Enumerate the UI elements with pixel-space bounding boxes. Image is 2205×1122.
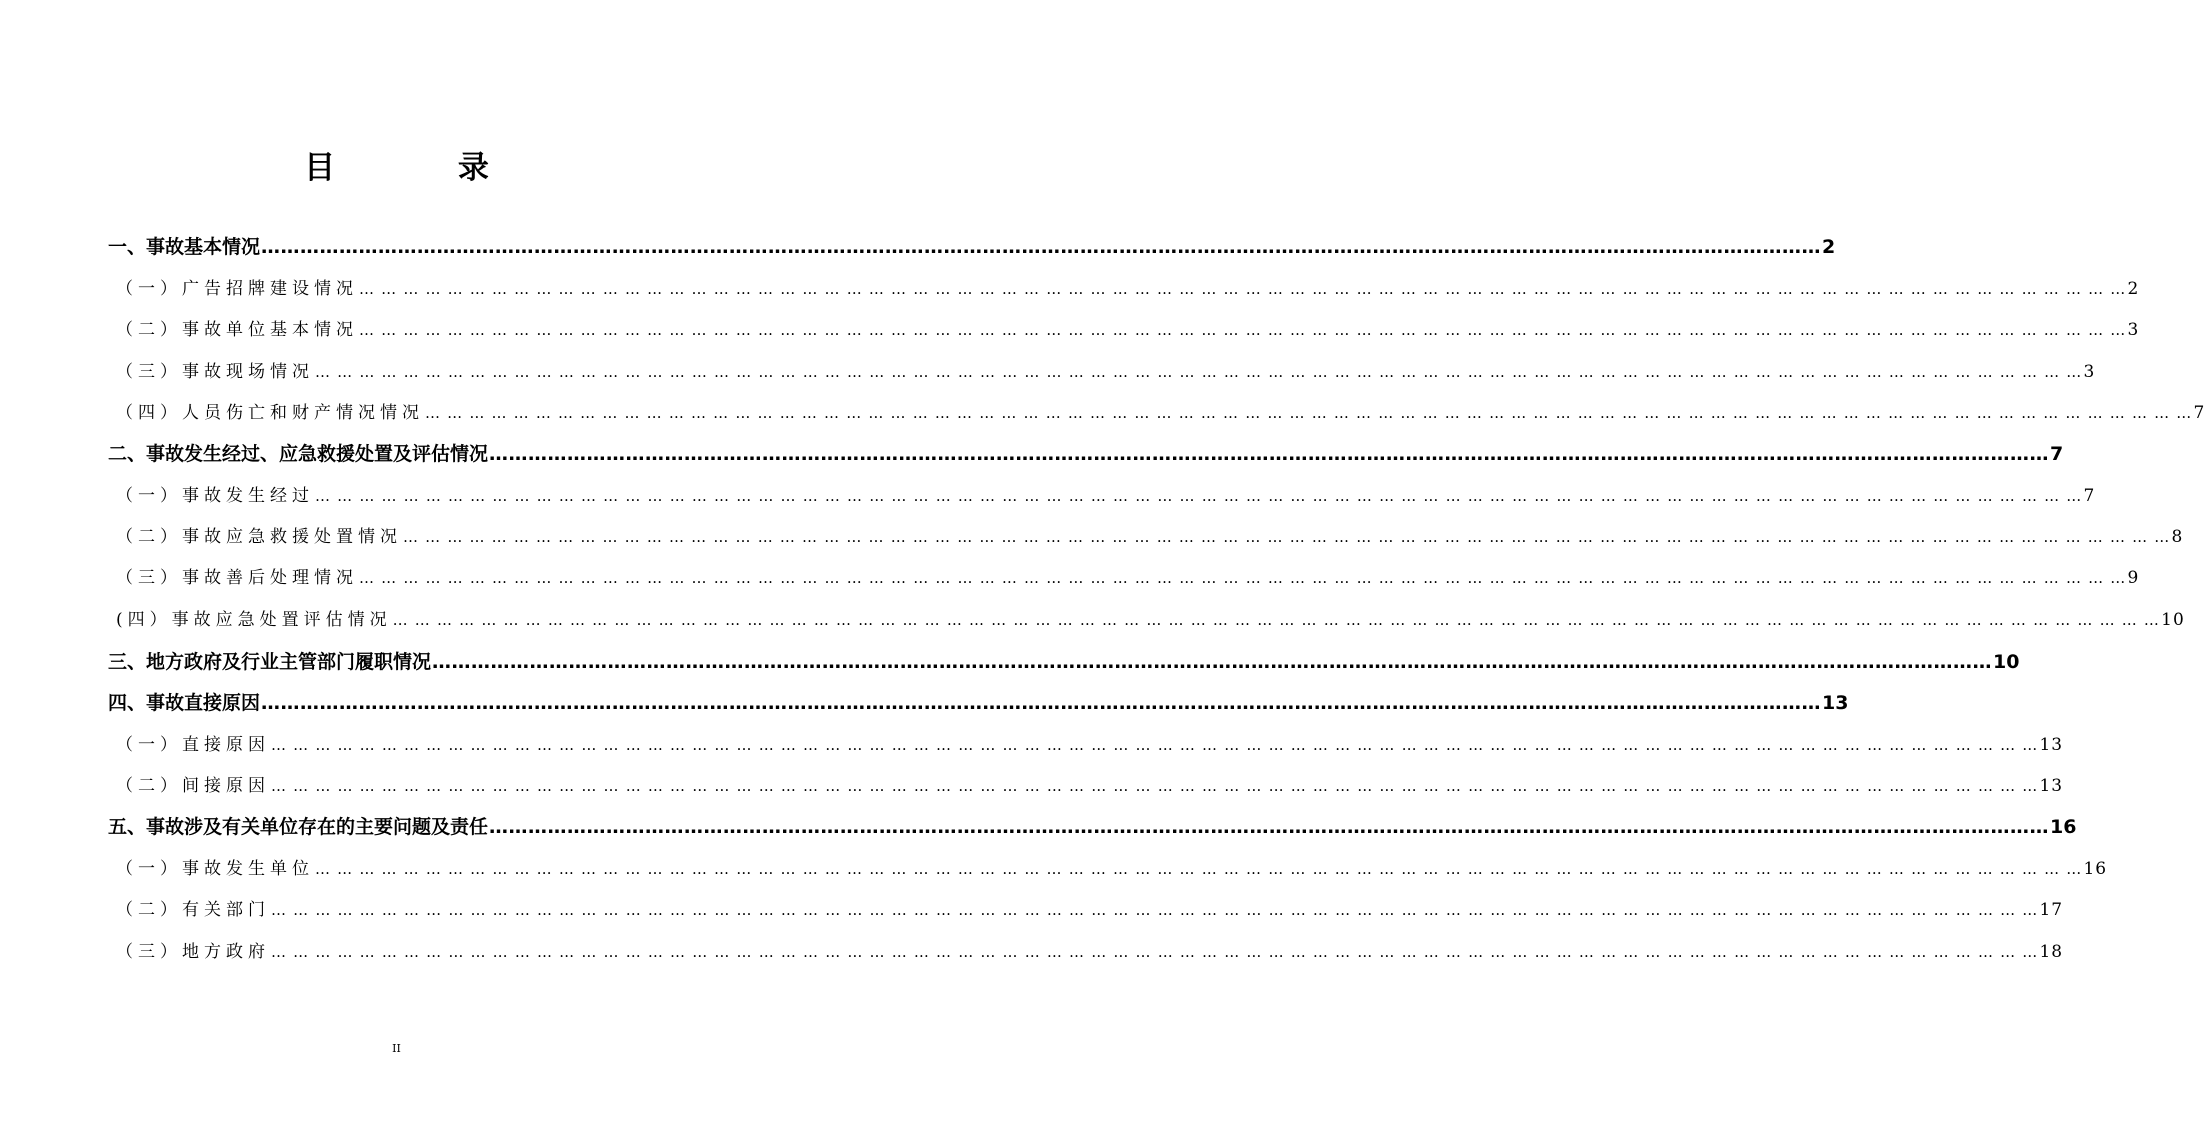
- toc-page-number: 2: [2127, 279, 2140, 299]
- toc-page-number: 9: [2127, 568, 2140, 588]
- toc-page-number: 18: [2039, 942, 2064, 962]
- toc-leader-dots: ……………………………………………………………………………………………………………………………………………………………………………………………………………………: [261, 692, 1822, 714]
- toc-entry[interactable]: [116, 730, 2064, 755]
- toc-entry-label: （三）地方政府: [116, 942, 270, 962]
- toc-page-number: 7: [2050, 443, 2064, 465]
- toc-page-number: 7: [2083, 486, 2096, 506]
- toc-entry[interactable]: [116, 563, 2140, 588]
- toc-entry-label: （二）有关部门: [116, 900, 270, 920]
- page-number: II: [392, 1042, 401, 1055]
- toc-entry[interactable]: [116, 771, 2064, 796]
- toc-entry[interactable]: [116, 274, 2140, 299]
- toc-leader-dots: … … … … … … … … … … … … … … … … … … … … … … … … … … … … … … … … … … … … … … … … … … … … … … … … … … … … … … … … … … … … … … … … … … … … … … … … … … … … … … … …: [271, 901, 2039, 919]
- toc-leader-dots: … … … … … … … … … … … … … … … … … … … … … … … … … … … … … … … … … … … … … … … … … … … … … … … … … … … … … … … … … … … … … … … … … … … … … … … … … … … … … … … …: [425, 404, 2193, 422]
- toc-entry[interactable]: [116, 854, 2108, 879]
- toc-entry[interactable]: [116, 937, 2064, 962]
- toc-entry-label: （三）事故善后处理情况: [116, 568, 358, 588]
- toc-entry-label: （一）事故发生经过: [116, 486, 314, 506]
- toc-entry-label: 四、事故直接原因: [108, 692, 261, 714]
- toc-page-number: 17: [2039, 900, 2064, 920]
- toc-leader-dots: … … … … … … … … … … … … … … … … … … … … … … … … … … … … … … … … … … … … … … … … … … … … … … … … … … … … … … … … … … … … … … … … … … … … … … … … … … … … … … … …: [315, 860, 2083, 878]
- toc-entry-label: （二）间接原因: [116, 776, 270, 796]
- toc-entry[interactable]: [116, 522, 2184, 547]
- toc-leader-dots: … … … … … … … … … … … … … … … … … … … … … … … … … … … … … … … … … … … … … … … … … … … … … … … … … … … … … … … … … … … … … … … … … … … … … … … … … … … … … … … …: [315, 363, 2083, 381]
- toc-entry-label: 一、事故基本情况: [108, 236, 261, 258]
- toc-entry[interactable]: [116, 398, 2205, 423]
- toc-page-number: 3: [2127, 320, 2140, 340]
- toc-entry-label: 二、事故发生经过、应急救援处置及评估情况: [108, 443, 489, 465]
- toc-entry[interactable]: [108, 232, 1836, 259]
- toc-leader-dots: ……………………………………………………………………………………………………………………………………………………………………………………………………………………: [489, 816, 2050, 838]
- toc-page-number: 13: [2039, 776, 2064, 796]
- toc-leader-dots: … … … … … … … … … … … … … … … … … … … … … … … … … … … … … … … … … … … … … … … … … … … … … … … … … … … … … … … … … … … … … … … … … … … … … … … … … … … … … … … …: [359, 321, 2127, 339]
- toc-entry-label: （三）事故现场情况: [116, 362, 314, 382]
- toc-leader-dots: … … … … … … … … … … … … … … … … … … … … … … … … … … … … … … … … … … … … … … … … … … … … … … … … … … … … … … … … … … … … … … … … … … … … … … … … … … … … … … … …: [271, 943, 2039, 961]
- toc-entry[interactable]: [108, 688, 1849, 715]
- toc-page-number: 16: [2050, 816, 2077, 838]
- toc-leader-dots: … … … … … … … … … … … … … … … … … … … … … … … … … … … … … … … … … … … … … … … … … … … … … … … … … … … … … … … … … … … … … … … … … … … … … … … … … … … … … … … …: [359, 280, 2127, 298]
- toc-entry-label: （一）广告招牌建设情况: [116, 279, 358, 299]
- toc-entry[interactable]: [116, 481, 2096, 506]
- toc-page-number: 13: [2039, 735, 2064, 755]
- toc-entry[interactable]: [116, 605, 2185, 630]
- toc-entry[interactable]: [108, 439, 2064, 466]
- toc-leader-dots: ……………………………………………………………………………………………………………………………………………………………………………………………………………………: [489, 443, 2050, 465]
- toc-page-number: 10: [2161, 610, 2185, 630]
- toc-title: 目 录: [304, 150, 545, 186]
- toc-page-number: 16: [2083, 859, 2108, 879]
- toc-entry-label: （四）人员伤亡和财产情况情况: [116, 403, 424, 423]
- toc-entry-label: （二）事故应急救援处置情况: [116, 527, 402, 547]
- toc-page-number: 8: [2171, 527, 2184, 547]
- toc-leader-dots: ……………………………………………………………………………………………………………………………………………………………………………………………………………………: [261, 236, 1822, 258]
- toc-leader-dots: … … … … … … … … … … … … … … … … … … … … … … … … … … … … … … … … … … … … … … … … … … … … … … … … … … … … … … … … … … … … … … … … … … … … … … … … … … … … … … … …: [271, 777, 2039, 795]
- toc-entry[interactable]: [108, 812, 2077, 839]
- toc-leader-dots: … … … … … … … … … … … … … … … … … … … … … … … … … … … … … … … … … … … … … … … … … … … … … … … … … … … … … … … … … … … … … … … … … … … … … … … … … … … … … … … …: [271, 736, 2039, 754]
- toc-entry-label: （一）直接原因: [116, 735, 270, 755]
- toc-entry-label: 五、事故涉及有关单位存在的主要问题及责任: [108, 816, 489, 838]
- toc-leader-dots: … … … … … … … … … … … … … … … … … … … … … … … … … … … … … … … … … … … … … … … … … … … … … … … … … … … … … … … … … … … … … … … … … … … … … … … … … … … … … … … …: [403, 528, 2171, 546]
- toc-entry[interactable]: [116, 315, 2140, 340]
- toc-entry-label: （二）事故单位基本情况: [116, 320, 358, 340]
- toc-page-number: 2: [1822, 236, 1836, 258]
- toc-leader-dots: ……………………………………………………………………………………………………………………………………………………………………………………………………………………: [432, 651, 1993, 673]
- toc-page-number: 3: [2083, 362, 2096, 382]
- toc-entry[interactable]: [108, 647, 2020, 674]
- toc-entry[interactable]: [116, 895, 2064, 920]
- toc-page-number: 10: [1993, 651, 2020, 673]
- toc-entry-label: (四）事故应急处置评估情况: [116, 610, 392, 630]
- toc-entry-label: 三、地方政府及行业主管部门履职情况: [108, 651, 432, 673]
- toc-leader-dots: … … … … … … … … … … … … … … … … … … … … … … … … … … … … … … … … … … … … … … … … … … … … … … … … … … … … … … … … … … … … … … … … … … … … … … … … … … … … … … … …: [315, 487, 2083, 505]
- toc-entry-label: （一）事故发生单位: [116, 859, 314, 879]
- toc-page-number: 13: [1822, 692, 1849, 714]
- toc-leader-dots: … … … … … … … … … … … … … … … … … … … … … … … … … … … … … … … … … … … … … … … … … … … … … … … … … … … … … … … … … … … … … … … … … … … … … … … … … … … … … … … …: [392, 611, 2161, 629]
- toc-page-number: 7: [2193, 403, 2205, 423]
- toc-entry[interactable]: [116, 357, 2096, 382]
- toc-leader-dots: … … … … … … … … … … … … … … … … … … … … … … … … … … … … … … … … … … … … … … … … … … … … … … … … … … … … … … … … … … … … … … … … … … … … … … … … … … … … … … … …: [359, 569, 2127, 587]
